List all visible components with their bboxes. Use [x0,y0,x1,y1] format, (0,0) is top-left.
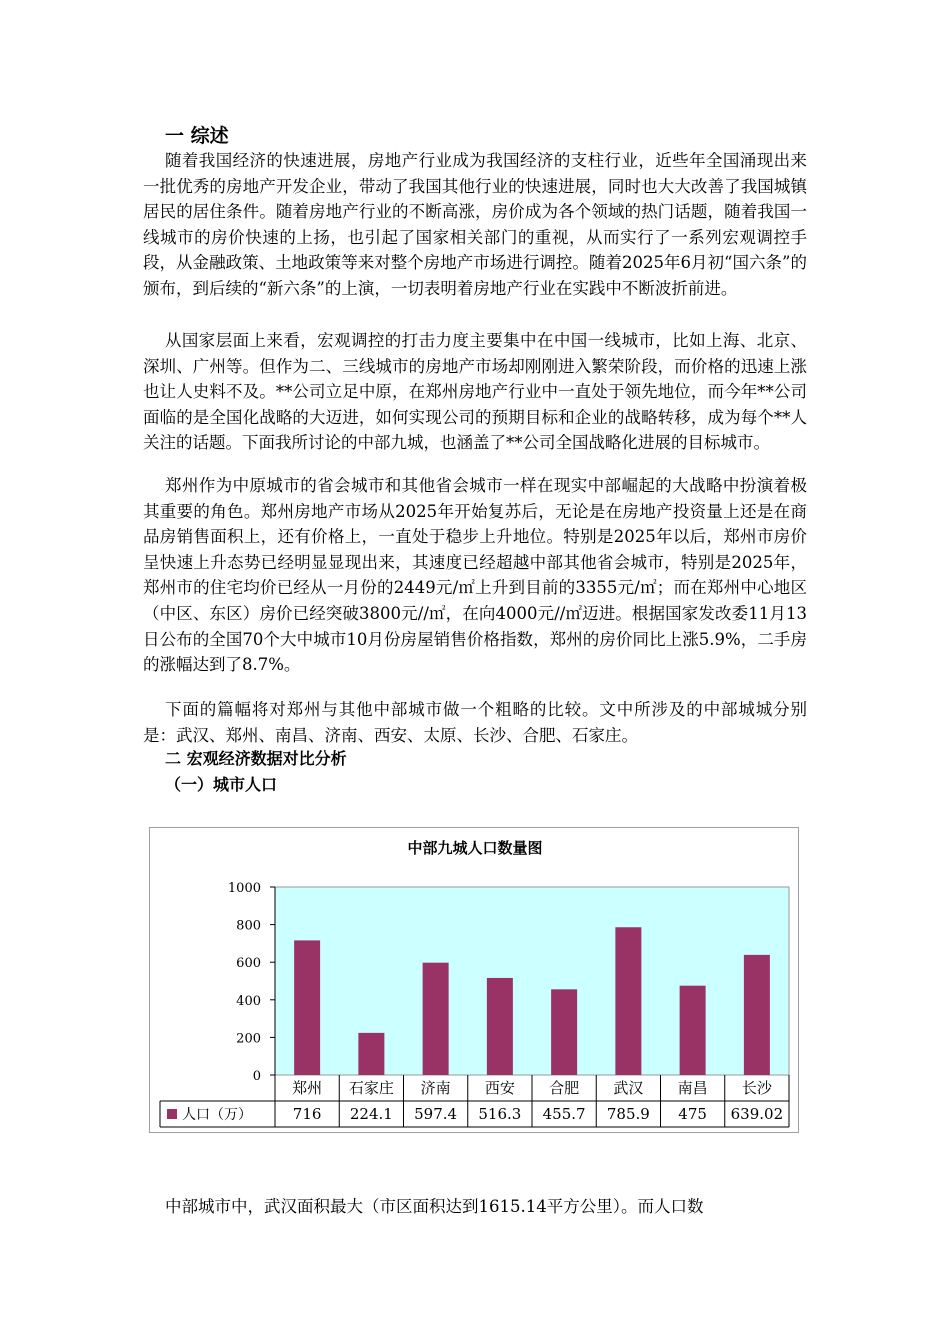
data-table-value: 475 [678,1105,707,1123]
y-tick-label: 0 [252,1069,261,1084]
x-category-label: 南昌 [677,1079,708,1097]
chart-canvas [150,828,800,1134]
y-tick-label: 800 [236,918,261,934]
data-table-value: 785.9 [606,1105,650,1123]
bar-2 [358,1033,384,1075]
data-table-value: 224.1 [349,1105,393,1123]
data-table-value: 516.3 [478,1105,522,1123]
x-category-label: 长沙 [741,1079,772,1097]
paragraph-4: 下面的篇幅将对郑州与其他中部城市做一个粗略的比较。文中所涉及的中部城城分别是：武汉、郑州、南昌、济南、西安、太原、长沙、合肥、石家庄。 [143,700,807,745]
x-category-label: 郑州 [292,1079,323,1097]
paragraph-area-comparison: 中部城市中，武汉面积最大（市区面积达到1615.14平方公里）。而人口数 [165,1197,704,1216]
x-category-label: 济南 [420,1079,451,1097]
bar-4 [487,978,513,1075]
legend-swatch [167,1109,177,1119]
data-table-value: 639.02 [730,1105,784,1123]
plot-background [275,887,789,1075]
section-heading-macro: 二 宏观经济数据对比分析 [165,749,347,768]
chart-title: 中部九城人口数量图 [407,839,543,857]
x-category-label: 西安 [484,1079,515,1097]
bar-8 [744,955,770,1075]
y-tick-label: 600 [236,956,261,972]
x-category-label: 武汉 [613,1079,644,1097]
data-table-value: 597.4 [414,1105,458,1123]
legend-series-name: 人口（万） [182,1107,252,1123]
x-category-label: 合肥 [549,1079,580,1097]
population-chart [149,827,799,1133]
y-tick-label: 200 [236,1031,261,1047]
bar-5 [551,989,577,1075]
y-tick-label: 1000 [227,881,261,896]
x-category-label: 石家庄 [348,1079,394,1097]
bar-6 [615,927,641,1075]
subsection-heading-population: （一）城市人口 [165,775,278,794]
data-table-value: 716 [292,1105,322,1123]
section-heading-overview: 一 综述 [165,125,229,147]
bar-3 [423,963,449,1075]
paragraph-3: 郑州作为中原城市的省会城市和其他省会城市一样在现实中部崛起的大战略中扮演着极其重要的角色。郑州房地产市场从2025年开始复苏后，无论是在房地产投资量上还是在商品房销售面积上，还有价格上，一直处于稳步上升地位。特别是2025年以后，郑州市房价呈快速上升态势已经明显显现出来，其速度已经超越中部其他省会城市，特别是2025年，郑州市的住宅均价已经从一月份的2449元/㎡上升到目前的3355元/㎡；而在郑州中心地区（中区、东区）房价已经突破3800元//㎡，在向4000元//㎡迈进。根据国家发改委11月13日公布的全国70个大中城市10月份房屋销售价格指数，郑州的房价同比上涨5.9%，二手房的涨幅达到了8.7%。 [143,476,807,675]
y-tick-label: 400 [236,993,261,1009]
data-table-value: 455.7 [542,1105,586,1123]
bar-1 [294,940,320,1075]
bar-7 [680,986,706,1075]
plot-area [228,881,789,1084]
paragraph-2: 从国家层面上来看，宏观调控的打击力度主要集中在中国一线城市，比如上海、北京、深圳、广州等。但作为二、三线城市的房地产市场却刚刚进入繁荣阶段，而价格的迅速上涨也让人史料不及。**公司立足中原，在郑州房地产行业中一直处于领先地位，而今年**公司面临的是全国化战略的大迈进，如何实现公司的预期目标和企业的战略转移，成为每个**人关注的话题。下面我所讨论的中部九城，也涵盖了**公司全国战略化进展的目标城市。 [143,331,807,453]
paragraph-1: 随着我国经济的快速进展，房地产行业成为我国经济的支柱行业，近些年全国涌现出来一批优秀的房地产开发企业，带动了我国其他行业的快速进展，同时也大大改善了我国城镇居民的居住条件。随着房地产行业的不断高涨，房价成为各个领域的热门话题，随着我国一线城市的房价快速的上扬，也引起了国家相关部门的重视，从而实行了一系列宏观调控手段，从金融政策、土地政策等来对整个房地产市场进行调控。随着2025年6月初“国六条”的颁布，到后续的“新六条”的上演，一切表明着房地产行业在实践中不断波折前进。 [143,151,807,298]
